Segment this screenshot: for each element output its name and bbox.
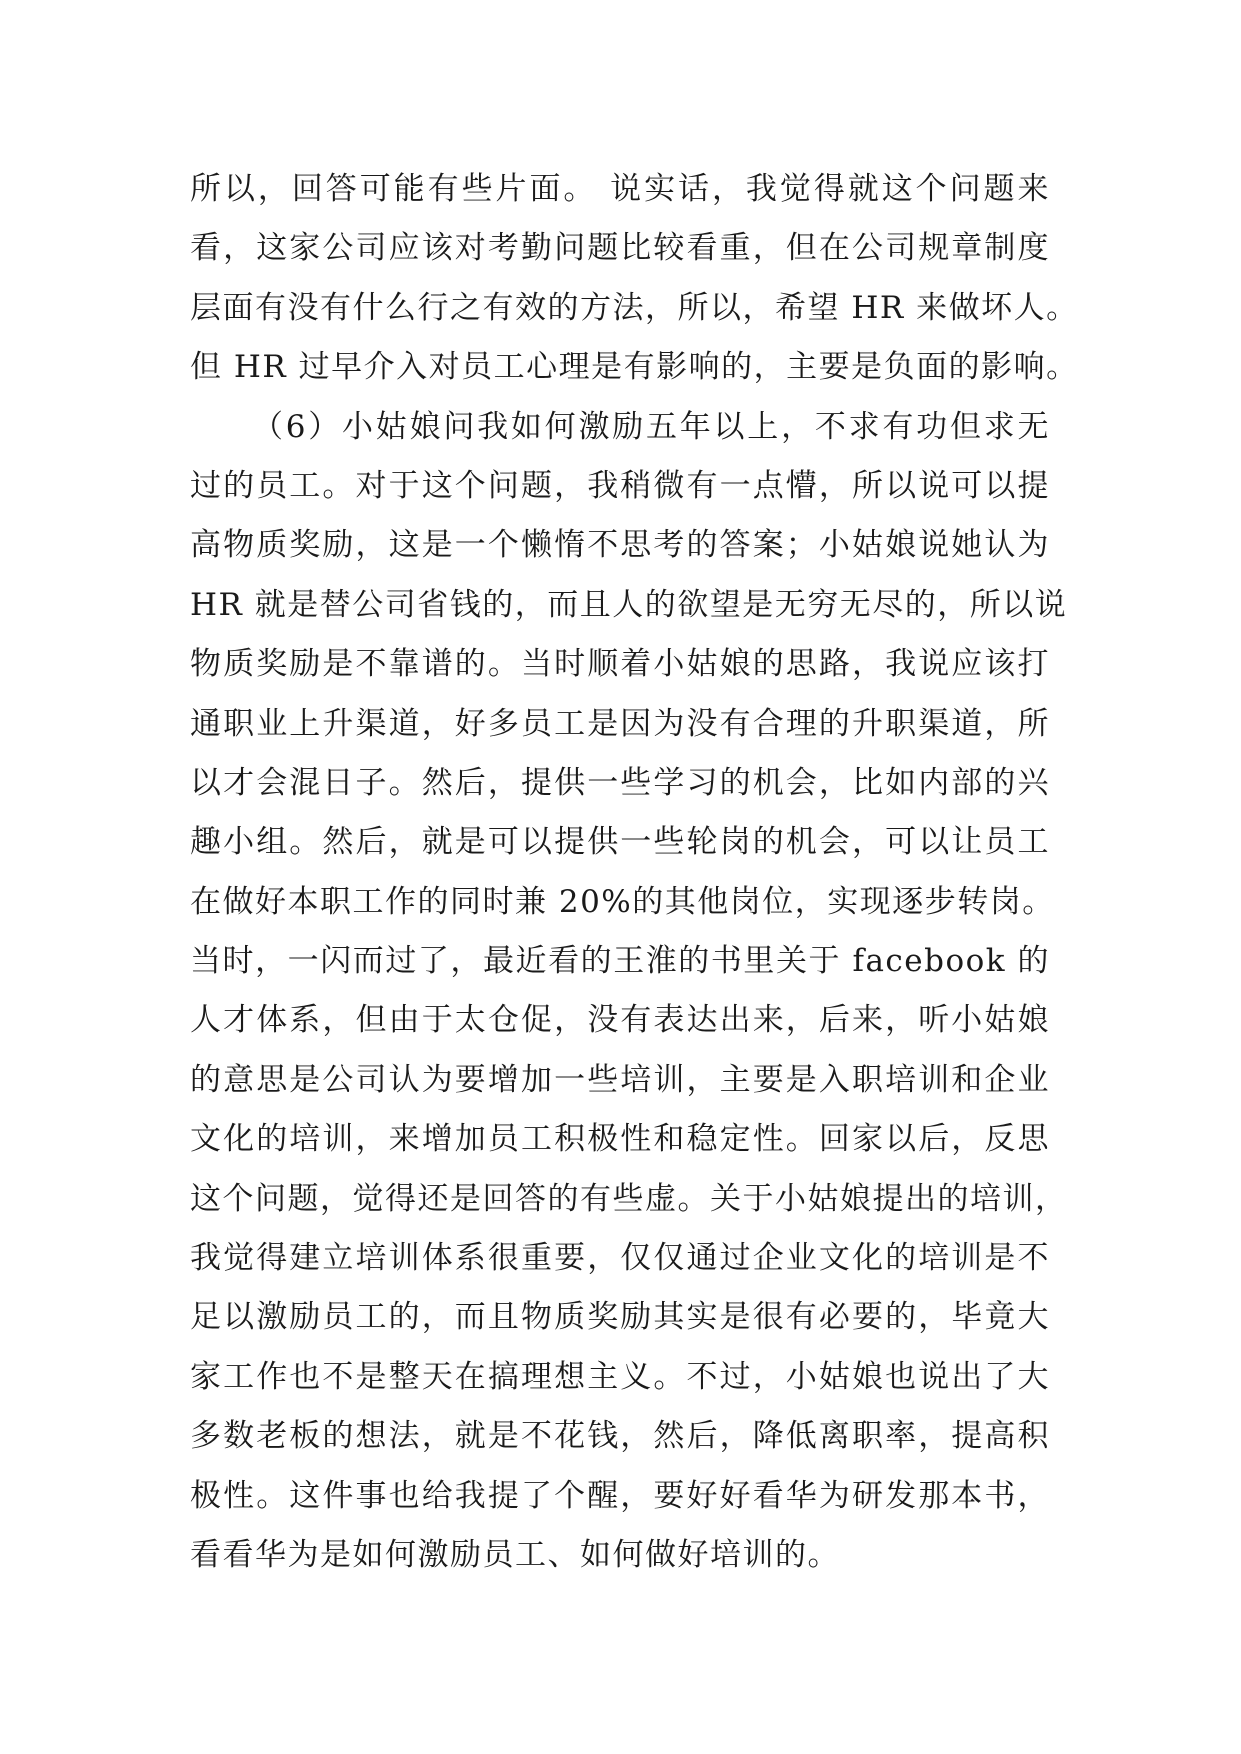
text-line: 趣小组。然后，就是可以提供一些轮岗的机会，可以让员工 — [190, 824, 1050, 861]
text-line: 过的员工。对于这个问题，我稍微有一点懵，所以说可以提 — [190, 467, 1050, 504]
text-line: 以才会混日子。然后，提供一些学习的机会，比如内部的兴 — [190, 764, 1050, 801]
text-line: 我觉得建立培训体系很重要，仅仅通过企业文化的培训是不 — [190, 1240, 1050, 1277]
text-line: 极性。这件事也给我提了个醒，要好好看华为研发那本书， — [190, 1477, 1050, 1514]
text-line: 在做好本职工作的同时兼 20%的其他岗位，实现逐步转岗。 — [190, 883, 1055, 920]
paragraph-start-line: （6）小姑娘问我如何激励五年以上，不求有功但求无 — [252, 408, 1050, 445]
text-line: 层面有没有什么行之有效的方法，所以，希望 HR 来做坏人。 — [190, 289, 1079, 326]
text-line: 但 HR 过早介入对员工心理是有影响的，主要是负面的影响。 — [190, 349, 1079, 386]
text-line: 这个问题，觉得还是回答的有些虚。关于小姑娘提出的培训， — [190, 1180, 1068, 1217]
text-line: HR 就是替公司省钱的，而且人的欲望是无穷无尽的，所以说 — [190, 586, 1068, 623]
body-text — [190, 160, 1079, 1585]
text-line: 人才体系，但由于太仓促，没有表达出来，后来，听小姑娘 — [190, 1002, 1050, 1039]
text-line: 物质奖励是不靠谱的。当时顺着小姑娘的思路，我说应该打 — [190, 646, 1050, 683]
text-line: 高物质奖励，这是一个懒惰不思考的答案；小姑娘说她认为 — [190, 527, 1050, 564]
paragraph-end-line: 看看华为是如何激励员工、如何做好培训的。 — [190, 1536, 840, 1573]
text-line: 所以，回答可能有些片面。 说实话，我觉得就这个问题来 — [190, 171, 1050, 207]
text-line: 的意思是公司认为要增加一些培训，主要是入职培训和企业 — [190, 1061, 1050, 1098]
text-line: 多数老板的想法，就是不花钱，然后，降低离职率，提高积 — [190, 1418, 1050, 1455]
text-line: 通职业上升渠道，好多员工是因为没有合理的升职渠道，所 — [190, 705, 1050, 742]
text-line: 家工作也不是整天在搞理想主义。不过，小姑娘也说出了大 — [190, 1358, 1050, 1395]
text-line: 看，这家公司应该对考勤问题比较看重，但在公司规章制度 — [190, 230, 1050, 267]
text-line: 足以激励员工的，而且物质奖励其实是很有必要的，毕竟大 — [190, 1299, 1050, 1336]
text-line: 当时，一闪而过了，最近看的王淮的书里关于 facebook 的 — [190, 943, 1050, 980]
text-line: 文化的培训，来增加员工积极性和稳定性。回家以后，反思 — [190, 1121, 1050, 1158]
